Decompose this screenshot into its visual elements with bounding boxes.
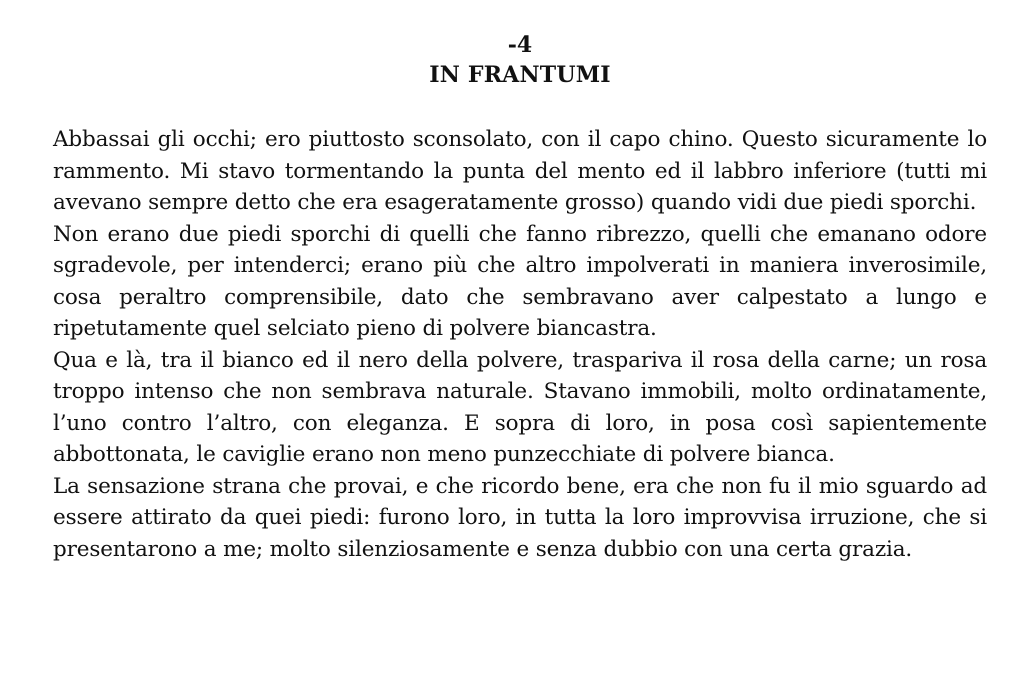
paragraph-3: Qua e là, tra il bianco ed il nero della polvere, traspariva il rosa della carne; un rosa troppo intenso che non sembrava naturale. Stavano immobili, molto ordinatamente, l’uno contro l’altro, con eleganza. E sopra di loro, in posa così sapientemente abbottonata, le caviglie erano non meno punzecchiate di polvere bianca.: [53, 347, 987, 467]
document-page: [53, 30, 987, 565]
chapter-title: IN FRANTUMI: [429, 62, 611, 88]
paragraph-4: La sensazione strana che provai, e che ricordo bene, era che non fu il mio sguardo ad essere attirato da quei piedi: furono loro, in tutta la loro improvvisa irruzione, che si presentarono a me; molto silenziosamente e senza dubbio con una certa grazia.: [53, 473, 987, 562]
paragraph-2: Non erano due piedi sporchi di quelli che fanno ribrezzo, quelli che emanano odore sgradevole, per intenderci; erano più che altro impolverati in maniera inverosimile, cosa peraltro comprensibile, dato che sembravano aver calpestato a lungo e ripetutamente quel selciato pieno di polvere biancastra.: [53, 221, 987, 341]
paragraph-1: Abbassai gli occhi; ero piuttosto sconsolato, con il capo chino. Questo sicuramente lo rammento. Mi stavo tormentando la punta del mento ed il labbro inferiore (tutti mi avevano sempre detto che era esageratamente grosso) quando vidi due piedi sporchi.: [53, 127, 987, 215]
chapter-number: -4: [507, 32, 533, 58]
chapter-body: [53, 124, 987, 565]
